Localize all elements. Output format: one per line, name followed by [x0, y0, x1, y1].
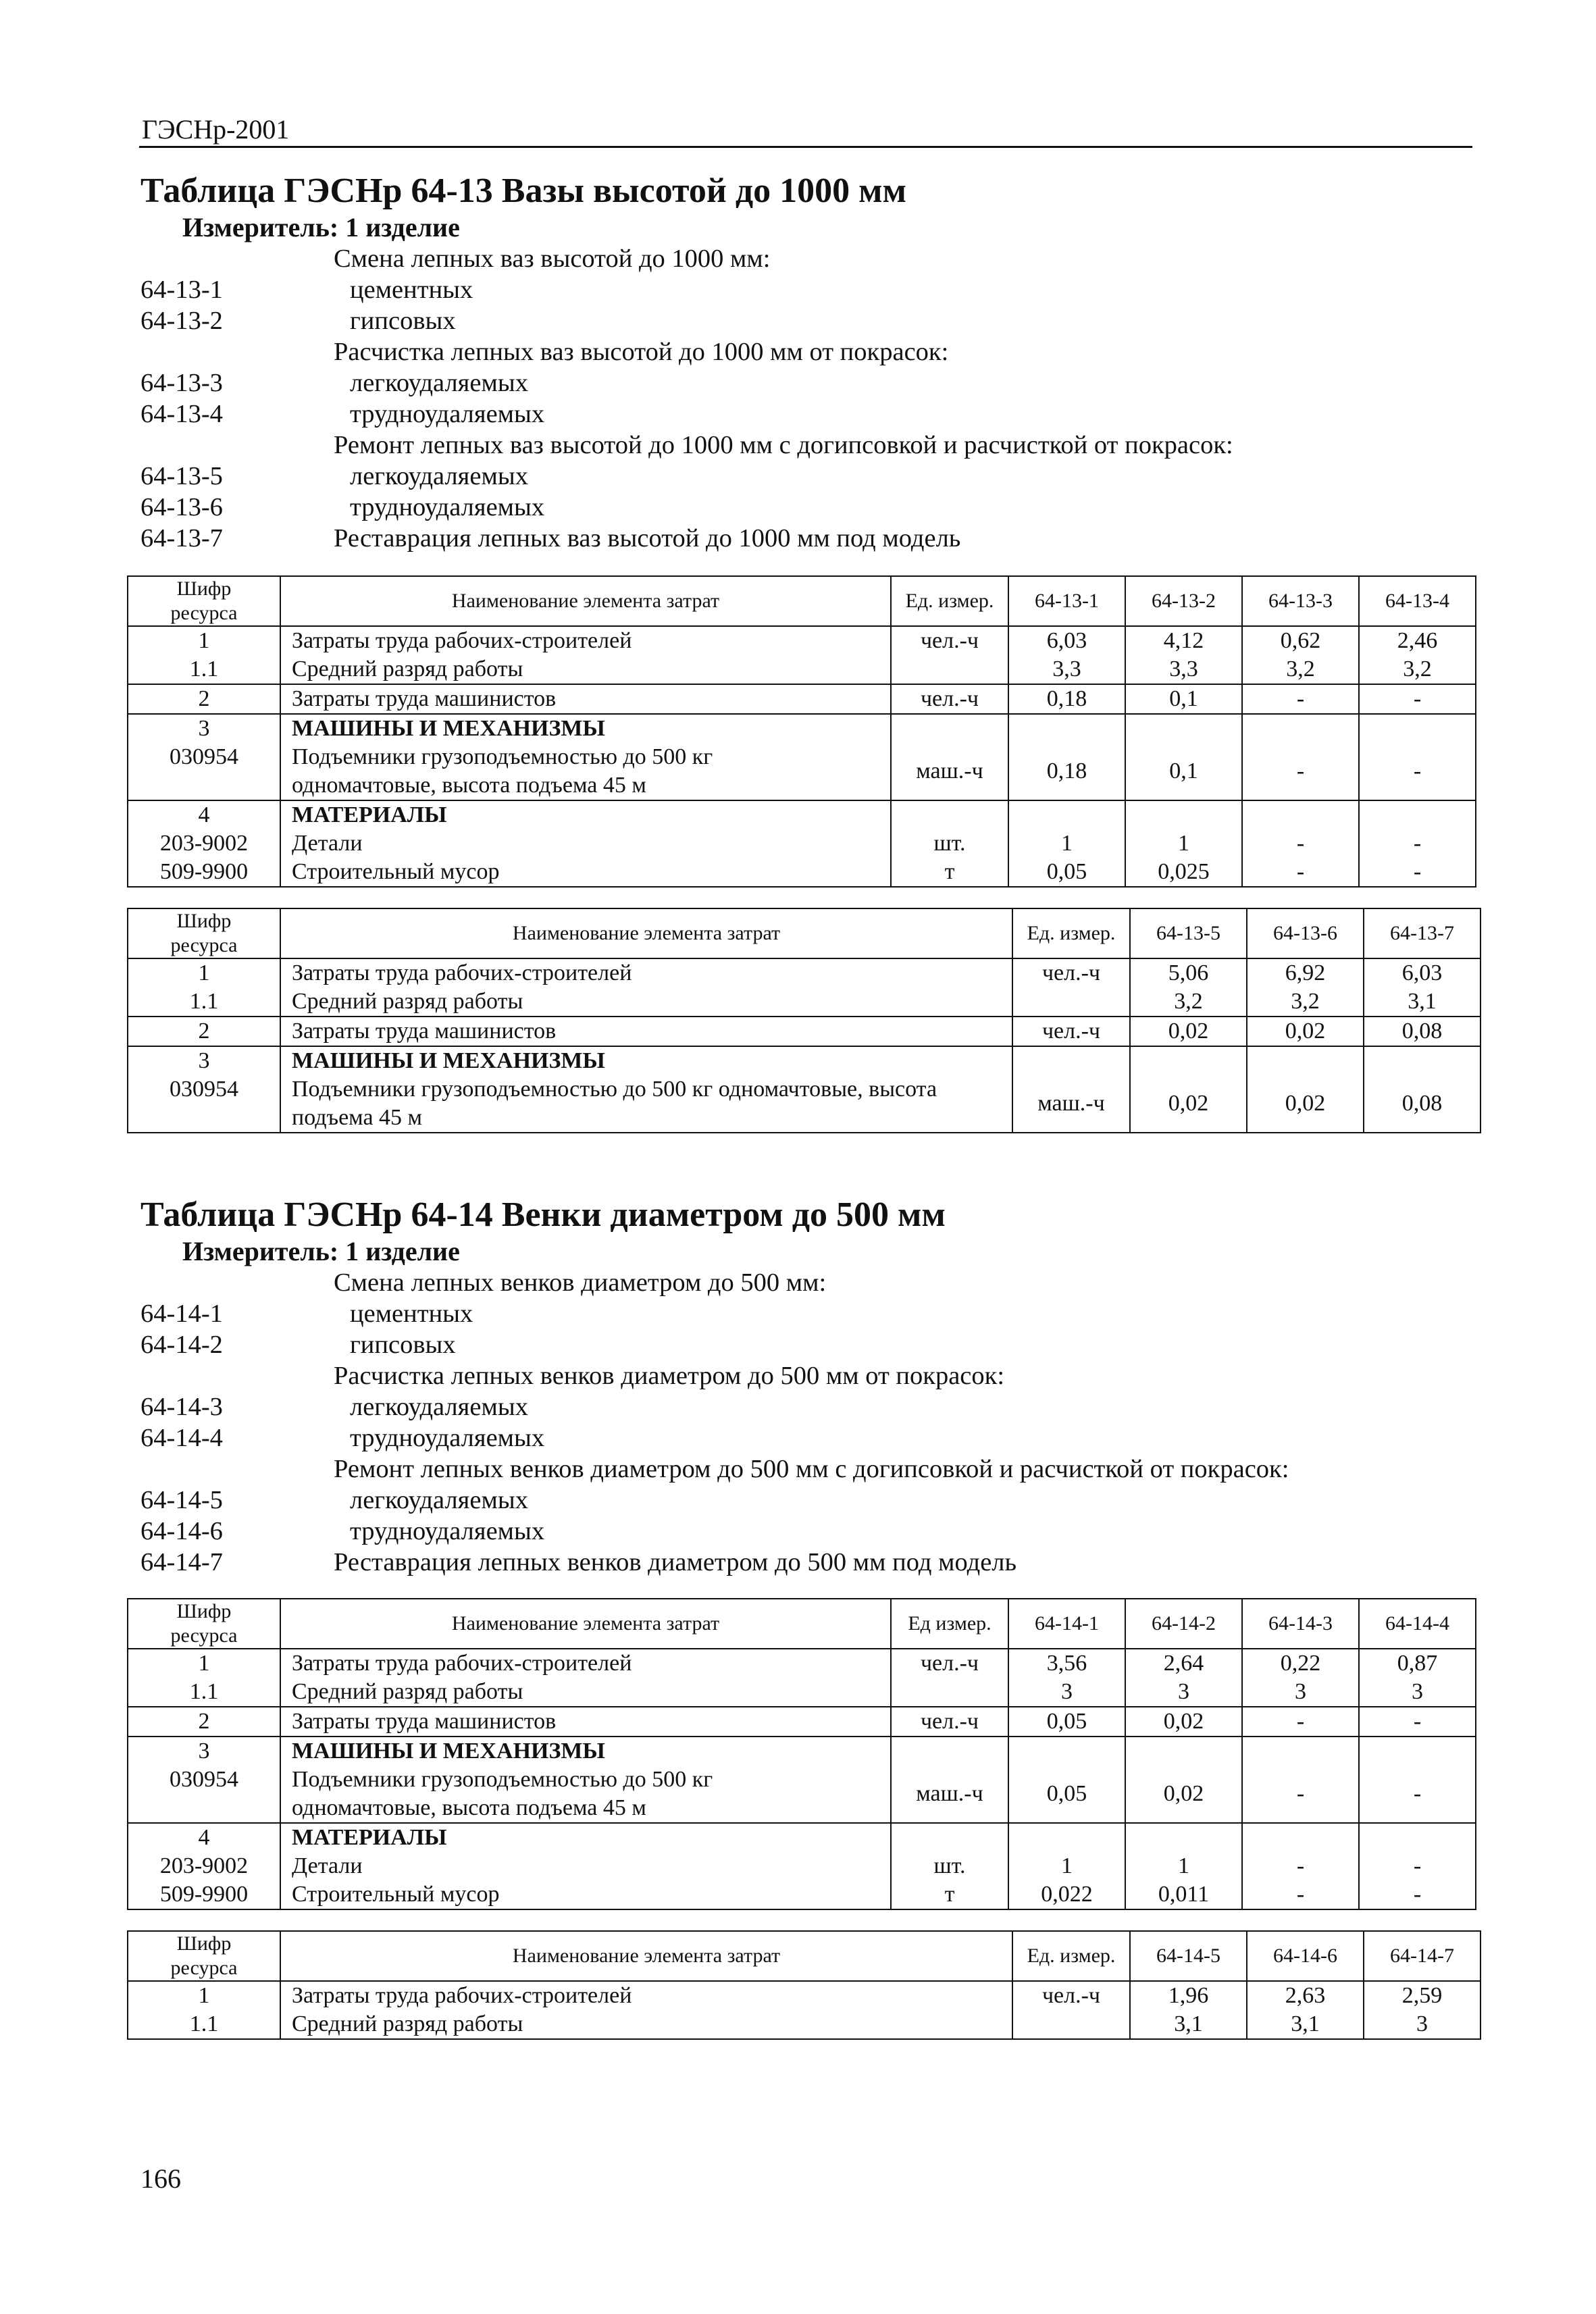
cell-value: 1	[1008, 1852, 1125, 1880]
col-header-name: Наименование элемента затрат	[280, 1599, 891, 1649]
cell-empty	[891, 714, 1008, 743]
cell-value: 6,03	[1364, 958, 1481, 987]
cell-empty	[891, 800, 1008, 829]
cell-empty	[1125, 800, 1242, 829]
item-text: трудноудаляемых	[350, 400, 545, 428]
cell-value: 3	[1359, 1678, 1476, 1707]
cell-code: 2	[128, 1707, 280, 1737]
item-text: цементных	[350, 276, 473, 304]
cell-value: 0,18	[1008, 684, 1125, 714]
item-code	[140, 336, 334, 367]
item-text: Ремонт лепных венков диаметром до 500 мм с догипсовкой и расчисткой от покрасок:	[334, 1455, 1289, 1483]
cell-value: 0,05	[1008, 858, 1125, 887]
col-header-value: 64-14-3	[1242, 1599, 1359, 1649]
item-text: легкоудаляемых	[350, 369, 528, 397]
cell-value: 1	[1125, 1852, 1242, 1880]
cell-value: -	[1242, 1880, 1359, 1909]
list-item	[140, 461, 1475, 492]
table-row	[128, 829, 1476, 858]
cell-code: 4	[128, 1823, 280, 1852]
cell-unit: шт.	[891, 829, 1008, 858]
col-header-code: Шифр ресурса	[128, 576, 280, 626]
item-text: Смена лепных венков диаметром до 500 мм:	[334, 1268, 827, 1297]
cell-empty	[1008, 1823, 1125, 1852]
cell-name: Затраты труда рабочих-строителей	[280, 958, 1012, 987]
col-header-unit: Ед. измер.	[891, 576, 1008, 626]
item-code: 64-13-1	[140, 276, 223, 304]
cell-name: Средний разряд работы	[280, 2010, 1012, 2039]
item-list	[140, 243, 1475, 554]
cell-name: Строительный мусор	[280, 858, 891, 887]
cell-value: 3,2	[1130, 987, 1247, 1017]
cell-name: Детали	[280, 829, 891, 858]
section-64-13	[140, 170, 1475, 554]
cell-empty	[1012, 1046, 1130, 1075]
table-row	[128, 714, 1476, 743]
list-item	[140, 1547, 1475, 1578]
item-text: гипсовых	[350, 307, 456, 335]
item-code: 64-14-5	[140, 1486, 223, 1514]
col-header-value: 64-14-4	[1359, 1599, 1476, 1649]
cell-value: 1,96	[1130, 1981, 1247, 2010]
cell-value: 0,22	[1242, 1649, 1359, 1678]
cell-name: Средний разряд работы	[280, 655, 891, 684]
table-row	[128, 1766, 1476, 1823]
cell-empty	[1008, 1737, 1125, 1766]
cell-group-name: МАШИНЫ И МЕХАНИЗМЫ	[280, 714, 891, 743]
cell-value: 3,2	[1242, 655, 1359, 684]
cell-value: 0,02	[1247, 1075, 1364, 1133]
cell-value: 0,1	[1125, 684, 1242, 714]
cell-empty	[1130, 1046, 1247, 1075]
cell-unit: т	[891, 858, 1008, 887]
cell-name: Затраты труда рабочих-строителей	[280, 626, 891, 655]
list-item	[140, 367, 1475, 398]
cell-name: Детали	[280, 1852, 891, 1880]
list-item	[140, 1516, 1475, 1547]
cell-empty	[1359, 1823, 1476, 1852]
item-text: трудноудаляемых	[350, 1424, 545, 1452]
item-code: 64-14-3	[140, 1393, 223, 1421]
item-code: 64-14-1	[140, 1300, 223, 1328]
cell-group-name: МАТЕРИАЛЫ	[280, 1823, 891, 1852]
item-text: трудноудаляемых	[350, 1517, 545, 1545]
item-code: 64-13-7	[140, 524, 223, 552]
col-header-code: Шифр ресурса	[128, 1931, 280, 1981]
table-row	[128, 987, 1481, 1017]
cell-unit: чел.-ч	[1012, 1017, 1130, 1046]
list-item	[140, 1485, 1475, 1516]
col-header-value: 64-14-5	[1130, 1931, 1247, 1981]
col-header-name: Наименование элемента затрат	[280, 1931, 1012, 1981]
cell-unit: маш.-ч	[891, 1766, 1008, 1823]
item-code: 64-14-6	[140, 1517, 223, 1545]
cell-empty	[1242, 1823, 1359, 1852]
cell-name: Затраты труда машинистов	[280, 684, 891, 714]
table-row	[128, 800, 1476, 829]
list-item	[140, 1454, 1475, 1485]
measure-unit: Измеритель: 1 изделие	[182, 212, 460, 242]
col-header-code: Шифр ресурса	[128, 1599, 280, 1649]
cell-code: 2	[128, 684, 280, 714]
list-item	[140, 523, 1475, 554]
item-text: легкоудаляемых	[350, 1393, 528, 1421]
cell-empty	[1242, 800, 1359, 829]
cell-value: -	[1242, 1766, 1359, 1823]
list-item	[140, 430, 1475, 461]
cell-code: 509-9900	[128, 858, 280, 887]
item-text: Расчистка лепных ваз высотой до 1000 мм от покрасок:	[334, 338, 949, 366]
item-code	[140, 1360, 334, 1391]
cell-value: -	[1359, 1707, 1476, 1737]
header-rule	[139, 146, 1472, 148]
cell-code: 1	[128, 1649, 280, 1678]
cell-unit: т	[891, 1880, 1008, 1909]
table-row	[128, 743, 1476, 800]
cell-value: -	[1359, 684, 1476, 714]
cell-value: 0,022	[1008, 1880, 1125, 1909]
cell-empty	[1125, 1737, 1242, 1766]
cell-group-name: МАШИНЫ И МЕХАНИЗМЫ	[280, 1737, 891, 1766]
cell-value: 0,011	[1125, 1880, 1242, 1909]
cell-group-name: МАТЕРИАЛЫ	[280, 800, 891, 829]
cell-value: 3	[1008, 1678, 1125, 1707]
col-header-value: 64-14-6	[1247, 1931, 1364, 1981]
cell-value: -	[1242, 684, 1359, 714]
col-header-value: 64-13-3	[1242, 576, 1359, 626]
cell-value: 0,18	[1008, 743, 1125, 800]
table-row	[128, 626, 1476, 655]
item-code: 64-14-7	[140, 1548, 223, 1576]
table-row	[128, 1017, 1481, 1046]
cell-value: 0,62	[1242, 626, 1359, 655]
cell-value: 3,56	[1008, 1649, 1125, 1678]
cell-code: 030954	[128, 1766, 280, 1823]
cell-name: Затраты труда машинистов	[280, 1017, 1012, 1046]
cell-value: 0,05	[1008, 1707, 1125, 1737]
col-header-value: 64-13-1	[1008, 576, 1125, 626]
col-header-value: 64-13-6	[1247, 908, 1364, 958]
item-code: 64-14-4	[140, 1424, 223, 1452]
col-header-unit: Ед. измер.	[1012, 908, 1130, 958]
item-text: гипсовых	[350, 1331, 456, 1359]
cell-value: -	[1359, 743, 1476, 800]
cell-value: -	[1359, 1766, 1476, 1823]
cell-value: 3,1	[1247, 2010, 1364, 2039]
cell-value: 0,08	[1364, 1017, 1481, 1046]
col-header-value: 64-13-4	[1359, 576, 1476, 626]
cell-code: 3	[128, 714, 280, 743]
list-item	[140, 1329, 1475, 1360]
item-text: Ремонт лепных ваз высотой до 1000 мм с догипсовкой и расчисткой от покрасок:	[334, 431, 1233, 459]
cell-value: 0,1	[1125, 743, 1242, 800]
cell-code: 1.1	[128, 987, 280, 1017]
cell-value: 5,06	[1130, 958, 1247, 987]
cell-unit: чел.-ч	[891, 684, 1008, 714]
cell-unit: маш.-ч	[891, 743, 1008, 800]
running-head: ГЭСНр-2001	[142, 114, 290, 145]
cell-unit	[891, 1678, 1008, 1707]
cell-value: 1	[1125, 829, 1242, 858]
cell-value: -	[1242, 743, 1359, 800]
table-row	[128, 1649, 1476, 1678]
table-row	[128, 2010, 1481, 2039]
cell-value: 6,92	[1247, 958, 1364, 987]
cell-value: 3	[1242, 1678, 1359, 1707]
cell-value: -	[1242, 829, 1359, 858]
cell-name: Затраты труда рабочих-строителей	[280, 1981, 1012, 2010]
table-row	[128, 1707, 1476, 1737]
list-item	[140, 243, 1475, 274]
cell-value: 0,02	[1247, 1017, 1364, 1046]
table-row	[128, 1852, 1476, 1880]
item-code	[140, 1267, 334, 1298]
cell-empty	[891, 1823, 1008, 1852]
cell-value: 3,2	[1359, 655, 1476, 684]
cell-unit: чел.-ч	[1012, 1981, 1130, 2010]
cell-name: Средний разряд работы	[280, 1678, 891, 1707]
item-code: 64-13-5	[140, 462, 223, 490]
table-header-row	[128, 1599, 1476, 1649]
col-header-value: 64-13-2	[1125, 576, 1242, 626]
item-code: 64-13-2	[140, 307, 223, 335]
list-item	[140, 274, 1475, 305]
cell-value: 3,1	[1130, 2010, 1247, 2039]
item-text: легкоудаляемых	[350, 1486, 528, 1514]
cell-value: 1	[1008, 829, 1125, 858]
item-text: цементных	[350, 1300, 473, 1328]
cell-value: -	[1242, 1707, 1359, 1737]
item-text: Реставрация лепных венков диаметром до 500 мм под модель	[334, 1548, 1017, 1576]
cell-empty	[1242, 714, 1359, 743]
cell-name: Подъемники грузоподъемностью до 500 кг одномачтовые, высота подъема 45 м	[280, 743, 891, 800]
cell-value: 2,63	[1247, 1981, 1364, 2010]
col-header-value: 64-13-7	[1364, 908, 1481, 958]
item-code: 64-14-2	[140, 1331, 223, 1359]
cell-code: 1.1	[128, 2010, 280, 2039]
cell-empty	[1008, 714, 1125, 743]
cell-value: -	[1242, 858, 1359, 887]
cell-code: 1.1	[128, 655, 280, 684]
cell-value: 0,02	[1125, 1707, 1242, 1737]
list-item	[140, 398, 1475, 430]
cell-empty	[1359, 800, 1476, 829]
table-row	[128, 1075, 1481, 1133]
list-item	[140, 336, 1475, 367]
cell-value: 6,03	[1008, 626, 1125, 655]
cell-code: 203-9002	[128, 1852, 280, 1880]
cell-value: 4,12	[1125, 626, 1242, 655]
item-list	[140, 1267, 1475, 1578]
cell-code: 030954	[128, 1075, 280, 1133]
resource-table-64-13-part1	[127, 575, 1476, 888]
item-code	[140, 243, 334, 274]
item-text: Реставрация лепных ваз высотой до 1000 мм под модель	[334, 524, 961, 552]
col-header-code: Шифр ресурса	[128, 908, 280, 958]
cell-value: 3	[1364, 2010, 1481, 2039]
cell-value: -	[1359, 1880, 1476, 1909]
cell-value: 0,02	[1130, 1017, 1247, 1046]
list-item	[140, 305, 1475, 336]
item-text: Смена лепных ваз высотой до 1000 мм:	[334, 245, 771, 273]
cell-value: 0,02	[1125, 1766, 1242, 1823]
cell-empty	[1247, 1046, 1364, 1075]
cell-code: 1.1	[128, 1678, 280, 1707]
table-header-row	[128, 908, 1481, 958]
cell-empty	[1242, 1737, 1359, 1766]
cell-name: Подъемники грузоподъемностью до 500 кг одномачтовые, высота подъема 45 м	[280, 1075, 1012, 1133]
cell-code: 2	[128, 1017, 280, 1046]
table-row	[128, 1046, 1481, 1075]
cell-unit: чел.-ч	[891, 1707, 1008, 1737]
item-code: 64-13-6	[140, 493, 223, 521]
list-item	[140, 1391, 1475, 1422]
cell-group-name: МАШИНЫ И МЕХАНИЗМЫ	[280, 1046, 1012, 1075]
table-row	[128, 1737, 1476, 1766]
list-item	[140, 492, 1475, 523]
cell-code: 509-9900	[128, 1880, 280, 1909]
cell-unit: маш.-ч	[1012, 1075, 1130, 1133]
cell-name: Затраты труда машинистов	[280, 1707, 891, 1737]
table-row	[128, 684, 1476, 714]
cell-code: 3	[128, 1737, 280, 1766]
col-header-value: 64-14-2	[1125, 1599, 1242, 1649]
cell-unit: шт.	[891, 1852, 1008, 1880]
item-code: 64-13-4	[140, 400, 223, 428]
cell-empty	[1125, 1823, 1242, 1852]
cell-value: 2,64	[1125, 1649, 1242, 1678]
col-header-value: 64-14-7	[1364, 1931, 1481, 1981]
cell-value: 0,87	[1359, 1649, 1476, 1678]
list-item	[140, 1422, 1475, 1454]
cell-code: 4	[128, 800, 280, 829]
item-text: легкоудаляемых	[350, 462, 528, 490]
cell-empty	[1359, 1737, 1476, 1766]
cell-unit: чел.-ч	[891, 1649, 1008, 1678]
cell-value: -	[1359, 858, 1476, 887]
list-item	[140, 1360, 1475, 1391]
cell-unit: чел.-ч	[1012, 958, 1130, 987]
cell-value: -	[1242, 1852, 1359, 1880]
cell-name: Средний разряд работы	[280, 987, 1012, 1017]
cell-empty	[891, 1737, 1008, 1766]
table-row	[128, 958, 1481, 987]
cell-code: 030954	[128, 743, 280, 800]
col-header-value: 64-14-1	[1008, 1599, 1125, 1649]
table-row	[128, 655, 1476, 684]
cell-code: 1	[128, 958, 280, 987]
list-item	[140, 1267, 1475, 1298]
item-code	[140, 430, 334, 461]
resource-table-64-13-part2	[127, 908, 1481, 1133]
col-header-name: Наименование элемента затрат	[280, 576, 891, 626]
table-row	[128, 1981, 1481, 2010]
section-64-14	[140, 1194, 1475, 1578]
cell-empty	[1125, 714, 1242, 743]
col-header-name: Наименование элемента затрат	[280, 908, 1012, 958]
cell-code: 203-9002	[128, 829, 280, 858]
cell-value: 0,08	[1364, 1075, 1481, 1133]
cell-code: 1	[128, 626, 280, 655]
table-row	[128, 1880, 1476, 1909]
page-number: 166	[140, 2163, 181, 2194]
list-item	[140, 1298, 1475, 1329]
item-code: 64-13-3	[140, 369, 223, 397]
table-header-row	[128, 1931, 1481, 1981]
cell-value: 3,1	[1364, 987, 1481, 1017]
cell-value: 3,3	[1008, 655, 1125, 684]
section-title: Таблица ГЭСНр 64-14 Венки диаметром до 500 мм	[140, 1195, 946, 1234]
cell-value: 0,05	[1008, 1766, 1125, 1823]
item-text: Расчистка лепных венков диаметром до 500 мм от покрасок:	[334, 1362, 1005, 1390]
cell-value: 2,59	[1364, 1981, 1481, 2010]
cell-code: 3	[128, 1046, 280, 1075]
table-header-row	[128, 576, 1476, 626]
cell-value: -	[1359, 829, 1476, 858]
cell-value: 3,3	[1125, 655, 1242, 684]
cell-name: Строительный мусор	[280, 1880, 891, 1909]
cell-value: 3,2	[1247, 987, 1364, 1017]
measure-unit: Измеритель: 1 изделие	[182, 1236, 460, 1266]
cell-value: 0,025	[1125, 858, 1242, 887]
cell-value: -	[1359, 1852, 1476, 1880]
cell-unit	[891, 655, 1008, 684]
cell-code: 1	[128, 1981, 280, 2010]
cell-value: 2,46	[1359, 626, 1476, 655]
table-row	[128, 858, 1476, 887]
section-title: Таблица ГЭСНр 64-13 Вазы высотой до 1000 мм	[140, 172, 906, 210]
cell-empty	[1364, 1046, 1481, 1075]
col-header-unit: Ед. измер.	[1012, 1931, 1130, 1981]
cell-unit	[1012, 2010, 1130, 2039]
cell-unit: чел.-ч	[891, 626, 1008, 655]
cell-empty	[1359, 714, 1476, 743]
table-row	[128, 1678, 1476, 1707]
cell-name: Подъемники грузоподъемностью до 500 кг одномачтовые, высота подъема 45 м	[280, 1766, 891, 1823]
item-code	[140, 1454, 334, 1485]
resource-table-64-14-part1	[127, 1598, 1476, 1910]
resource-table-64-14-part2	[127, 1930, 1481, 2040]
cell-name: Затраты труда рабочих-строителей	[280, 1649, 891, 1678]
item-text: трудноудаляемых	[350, 493, 545, 521]
col-header-value: 64-13-5	[1130, 908, 1247, 958]
cell-unit	[1012, 987, 1130, 1017]
cell-value: 3	[1125, 1678, 1242, 1707]
table-row	[128, 1823, 1476, 1852]
cell-empty	[1008, 800, 1125, 829]
cell-value: 0,02	[1130, 1075, 1247, 1133]
col-header-unit: Ед измер.	[891, 1599, 1008, 1649]
